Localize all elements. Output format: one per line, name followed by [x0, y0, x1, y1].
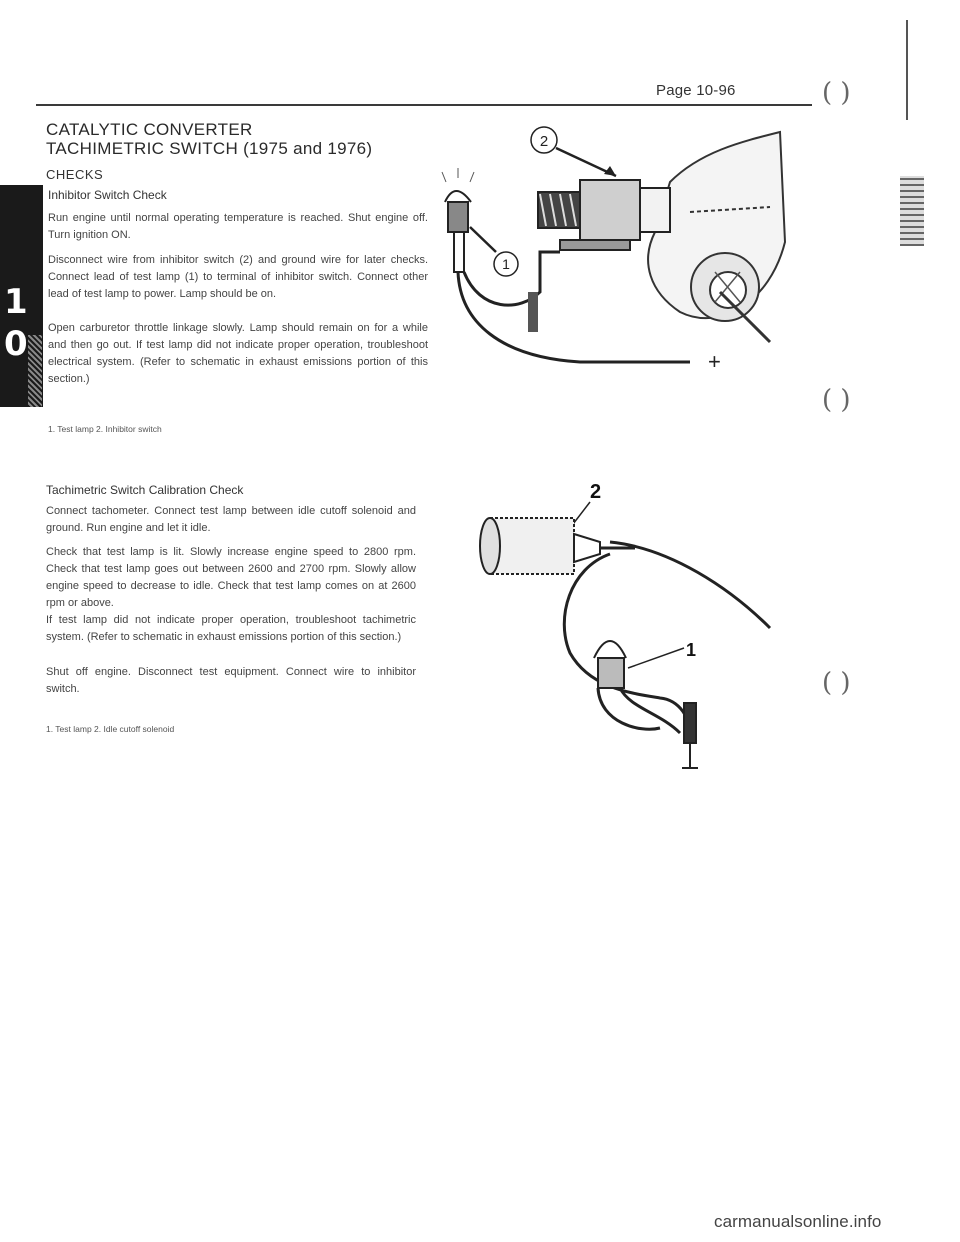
tachimetric-check-heading: Tachimetric Switch Calibration Check: [46, 483, 244, 497]
section-tab-digit-2: 0: [4, 324, 28, 364]
scan-edge-line: [906, 20, 908, 120]
idle-cutoff-solenoid: [480, 518, 635, 574]
binder-hole-mark: ( ): [822, 668, 851, 698]
power-plus-sign: +: [708, 349, 721, 374]
binder-hole-mark: ( ): [822, 385, 851, 415]
inhibitor-switch: [538, 180, 670, 250]
checks-heading: CHECKS: [46, 167, 104, 182]
section-title-line1: CATALYTIC CONVERTER: [46, 120, 253, 139]
header-rule: [36, 104, 812, 106]
page-number: Page 10-96: [656, 82, 736, 99]
inhibitor-check-para3: Open carburetor throttle linkage slowly. Lamp should remain on for a while and then go out. If test lamp did not indicate proper operation, troubleshoot electrical system. (Refer to schematic in exhaust emissions portion of this section.): [48, 322, 428, 385]
callout-1-label: 1: [502, 256, 510, 272]
watermark: carmanualsonline.info: [714, 1212, 882, 1231]
binder-hole-mark: ( ): [822, 78, 851, 108]
section-title: [46, 120, 372, 158]
tachimetric-check-para2: Check that test lamp is lit. Slowly increase engine speed to 2800 rpm. Check that test lamp goes out between 2600 and 2700 rpm. Slowly allow engine speed to decrease to idle. Check that test lamp comes on at 2600 rpm or above.: [46, 546, 416, 609]
callout-1-label: 1: [686, 640, 697, 660]
inhibitor-check-para1: Run engine until normal operating temperature is reached. Shut engine off. Turn ignition ON.: [48, 212, 428, 241]
inhibitor-check-heading: Inhibitor Switch Check: [48, 188, 167, 202]
solenoid-test-figure: [460, 478, 800, 778]
section-tab-digit-1: 1: [4, 282, 28, 322]
callout-1-leader: [628, 648, 684, 668]
inhibitor-switch-figure: [440, 112, 820, 402]
wire-lead: [564, 542, 770, 738]
callout-2: [531, 127, 616, 176]
tachimetric-check-para4: Shut off engine. Disconnect test equipment. Connect wire to inhibitor switch.: [46, 666, 416, 695]
inhibitor-check-para2: Disconnect wire from inhibitor switch (2) and ground wire for later checks. Connect lead of test lamp (1) to terminal of inhibitor switch. Connect other lead of test lamp to power. Lamp should be on.: [48, 254, 428, 300]
callout-2-label: 2: [539, 133, 549, 150]
test-lamp: [442, 168, 474, 272]
section-title-line2: TACHIMETRIC SWITCH (1975 and 1976): [46, 139, 373, 158]
tachimetric-figure-caption: 1. Test lamp 2. Idle cutoff solenoid: [46, 724, 175, 734]
callout-1: [470, 227, 518, 276]
callout-2-label: 2: [590, 481, 602, 503]
edge-tab-artifact: [900, 176, 924, 246]
tachimetric-check-para1: Connect tachometer. Connect test lamp between idle cutoff solenoid and ground. Run engine and let it idle.: [46, 505, 416, 534]
ground-clip: [682, 703, 698, 768]
tachimetric-check-para3: If test lamp did not indicate proper operation, troubleshoot tachimetric system. (Refer to schematic in exhaust emissions portion of this section.): [46, 614, 416, 643]
throttle-bracket: [648, 132, 785, 342]
section-tab-dither: [28, 335, 42, 407]
inhibitor-figure-caption: 1. Test lamp 2. Inhibitor switch: [48, 424, 162, 434]
